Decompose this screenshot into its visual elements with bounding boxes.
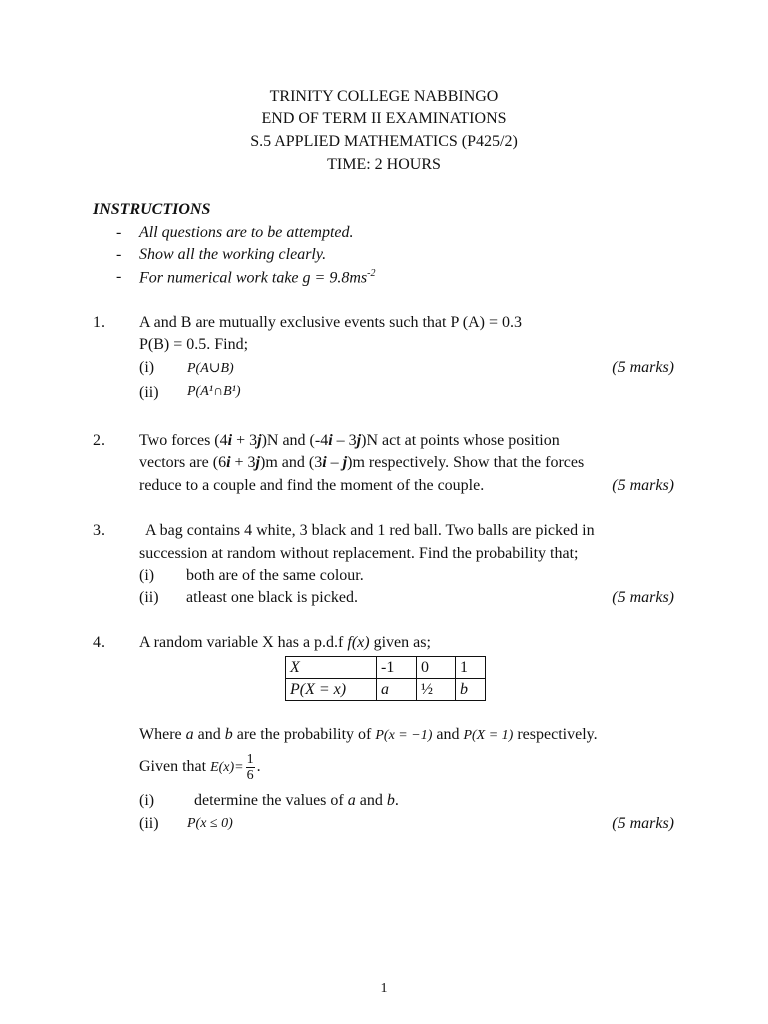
q4-text: A random variable X has a p.d.f [139,634,348,651]
q4-prob-1: P(X = 1) [463,728,514,743]
q3-marks: (5 marks) [612,589,674,606]
q4-text: are the probability of [232,726,376,743]
instructions-heading: INSTRUCTIONS [93,201,211,218]
pdf-table [285,656,486,701]
q1-line1: A and B are mutually exclusive events such that P (A) = 0.3 [139,314,523,331]
q4-ii-label: (ii) [139,815,159,832]
q2-text: + 3 [232,432,258,449]
vector-j: j [356,432,362,449]
q4-where-line [139,726,598,744]
q2-text: )m and (3 [260,454,323,471]
q2-line1 [139,432,560,450]
q3-i-label: (i) [139,567,155,584]
exam-time: TIME: 2 HOURS [327,156,441,173]
q4-fraction [246,752,255,783]
q4-fx: f(x) [347,634,370,651]
q4-expectation: E(x)= [210,760,244,776]
q3-number: 3. [93,522,105,539]
table-cell: X [286,657,377,679]
q4-prob-neg1: P(x = −1) [375,728,433,743]
fraction-numerator: 1 [246,752,254,767]
q4-text: given as; [369,634,431,651]
q1-ii-expr: P(A¹∩B¹) [187,384,241,399]
table-cell: P(X = x) [286,679,377,701]
q4-text: and [193,726,225,743]
q4-number: 4. [93,634,105,651]
q2-text: – [326,454,343,471]
vector-i: i [227,432,233,449]
vector-i: i [328,432,333,449]
table-cell: 1 [456,657,486,679]
page-number: 1 [380,981,388,996]
q4-text: Given that [139,758,211,776]
table-cell: a [377,679,417,701]
q4-text: and [432,726,464,743]
q4-var-b: b [224,726,233,743]
g-exponent: -2 [367,268,376,279]
table-cell: ½ [417,679,456,701]
instruction-dash: - [116,246,122,263]
q1-i-label: (i) [139,359,155,376]
instruction-g-text: For numerical work take g = 9.8ms [139,269,368,287]
vector-j: j [342,454,348,471]
school-name: TRINITY COLLEGE NABBINGO [269,88,499,105]
table-cell: b [456,679,486,701]
q1-ii-label: (ii) [139,384,159,401]
q3-line2: succession at random without replacement. Find the probability that; [139,545,579,562]
instruction-item [139,268,375,287]
q1-number: 1. [93,314,105,331]
q4-text: determine the values of [194,792,348,809]
table-row [286,657,486,679]
q1-i-expr: P(A∪B) [187,361,234,376]
table-row [286,679,486,701]
q4-var-b: b [386,792,395,809]
q4-text: respectively. [513,726,598,743]
q1-line2: P(B) = 0.5. Find; [139,336,249,353]
vector-j: j [255,454,260,471]
q2-marks: (5 marks) [612,477,674,494]
instruction-dash: - [116,224,122,241]
exam-title: END OF TERM II EXAMINATIONS [261,110,507,127]
q4-text: Where [139,726,186,743]
q4-ii-expr: P(x ≤ 0) [187,816,233,831]
q3-ii-text: atleast one black is picked. [186,589,358,606]
instruction-item: Show all the working clearly. [139,246,327,263]
q2-line2 [139,454,584,472]
q2-text: )N and (-4 [261,432,329,449]
q4-text: . [256,758,261,776]
table-cell: 0 [417,657,456,679]
q2-text: )N act at points whose position [361,432,560,449]
q2-number: 2. [93,432,105,449]
fraction-denominator: 6 [246,768,254,783]
vector-i: i [226,454,231,471]
q4-i-label: (i) [139,792,155,809]
q2-text: vectors are (6 [139,454,227,471]
q4-line1 [139,634,431,652]
q2-text: + 3 [230,454,256,471]
q3-i-text: both are of the same colour. [186,567,364,584]
table-cell: -1 [377,657,417,679]
vector-i: i [322,454,327,471]
q4-var-a: a [347,792,356,809]
subject-title: S.5 APPLIED MATHEMATICS (P425/2) [250,133,518,150]
vector-j: j [257,432,262,449]
instruction-dash: - [116,268,122,285]
q4-i-text [194,792,399,810]
q4-var-a: a [185,726,194,743]
q2-text: – 3 [332,432,357,449]
q2-text: Two forces (4 [139,432,228,449]
q4-marks: (5 marks) [612,815,674,832]
q4-text: and [355,792,387,809]
q4-text: . [394,792,399,809]
q3-ii-label: (ii) [139,589,159,606]
q2-text: )m respectively. Show that the forces [347,454,585,471]
instruction-item: All questions are to be attempted. [139,224,354,241]
q1-marks: (5 marks) [612,359,674,376]
q2-line3: reduce to a couple and find the moment of the couple. [139,477,485,494]
q4-given-line [139,752,261,783]
q3-line1: A bag contains 4 white, 3 black and 1 red ball. Two balls are picked in [145,522,595,539]
